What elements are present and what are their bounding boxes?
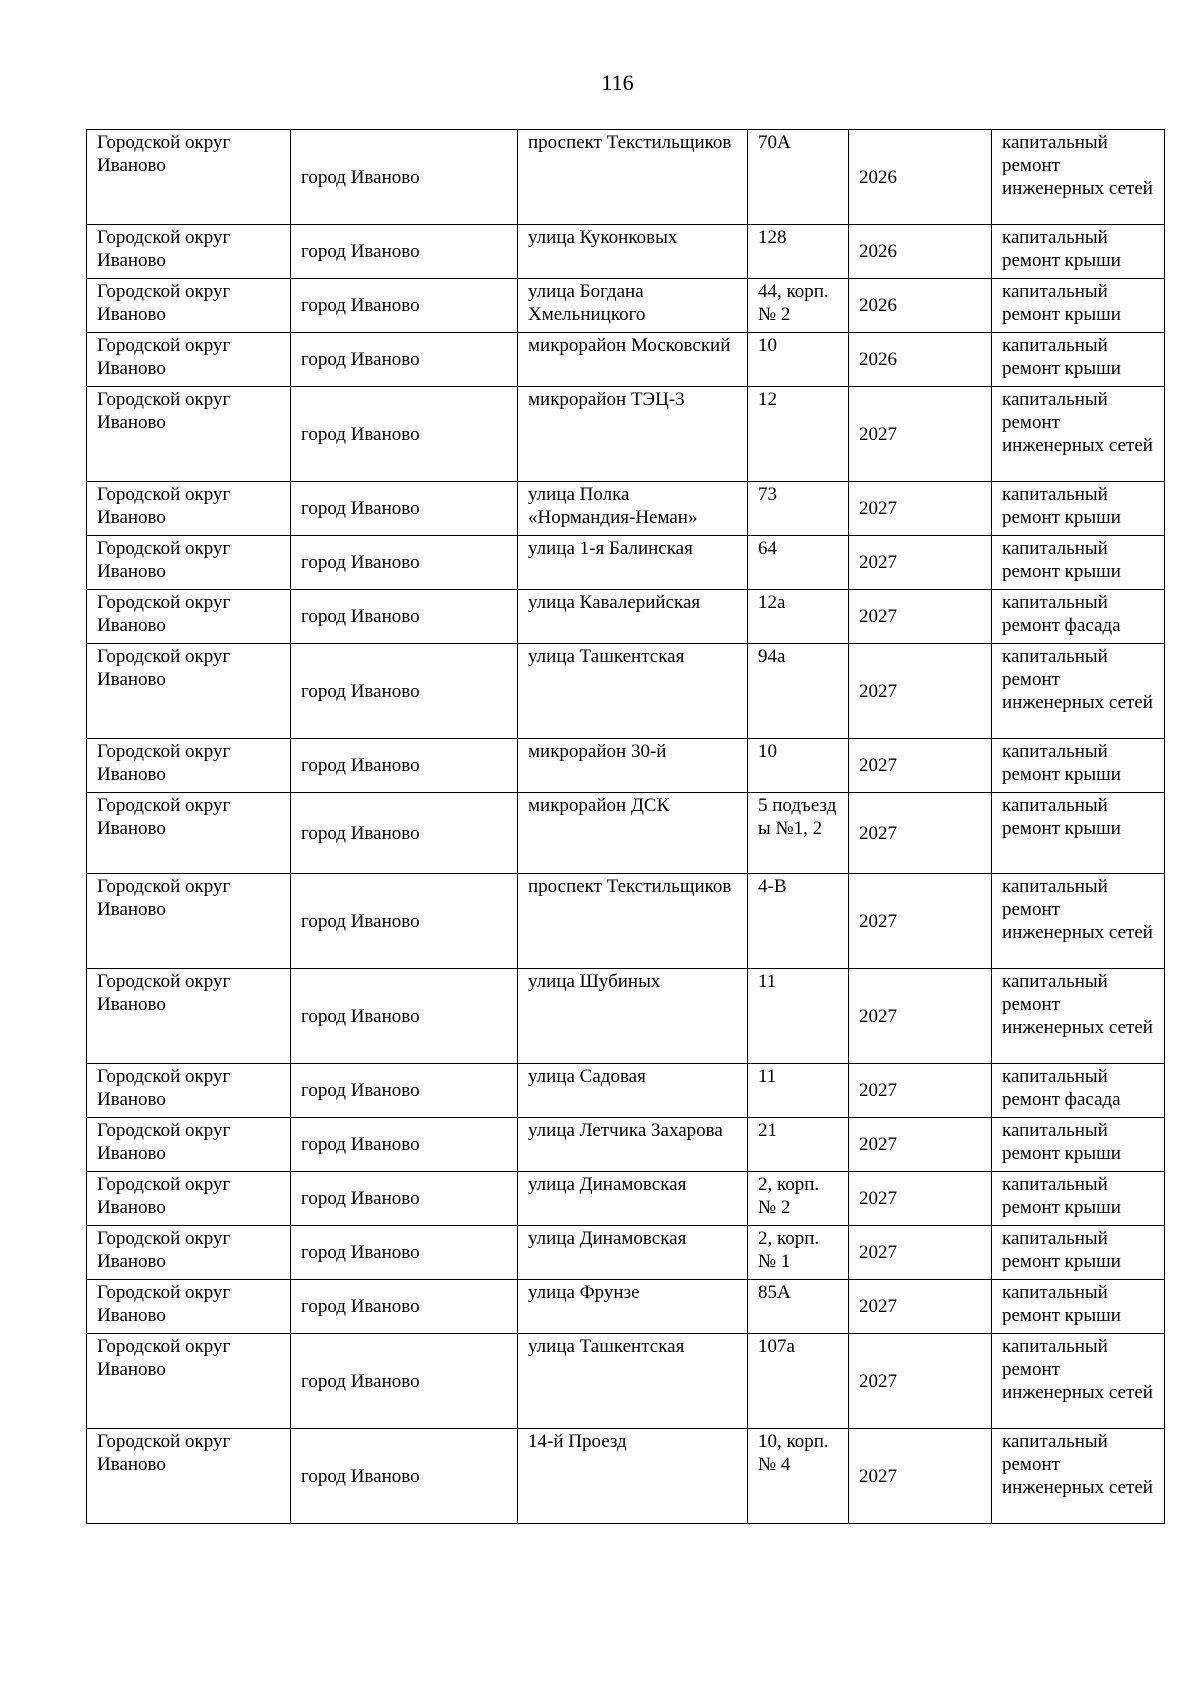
table-row: [87, 130, 1165, 225]
work-type-cell: капитальный ремонт крыши: [992, 1118, 1165, 1172]
work-type-cell: капитальный ремонт инженерных сетей: [992, 130, 1165, 225]
table-row: [87, 874, 1165, 969]
house-number-cell: 2, корп. № 1: [748, 1226, 849, 1280]
table-row: [87, 1064, 1165, 1118]
table-row: [87, 279, 1165, 333]
work-type-cell: капитальный ремонт крыши: [992, 333, 1165, 387]
year-cell: 2027: [849, 1172, 992, 1226]
city-cell: город Иваново: [291, 333, 518, 387]
page-number: 116: [601, 70, 634, 95]
year-cell: 2027: [849, 1280, 992, 1334]
work-type-cell: капитальный ремонт инженерных сетей: [992, 1429, 1165, 1524]
district-cell: Городской округ Иваново: [87, 482, 291, 536]
table-row: [87, 536, 1165, 590]
house-number-cell: 11: [748, 1064, 849, 1118]
table-row: [87, 644, 1165, 739]
house-number-cell: 85А: [748, 1280, 849, 1334]
year-cell: 2027: [849, 1429, 992, 1524]
street-cell: микрорайон Московский: [518, 333, 748, 387]
district-cell: Городской округ Иваново: [87, 333, 291, 387]
city-cell: город Иваново: [291, 739, 518, 793]
district-cell: Городской округ Иваново: [87, 644, 291, 739]
work-type-cell: капитальный ремонт крыши: [992, 482, 1165, 536]
year-cell: 2026: [849, 225, 992, 279]
work-type-cell: капитальный ремонт инженерных сетей: [992, 387, 1165, 482]
street-cell: улица Садовая: [518, 1064, 748, 1118]
house-number-cell: 2, корп. № 2: [748, 1172, 849, 1226]
year-cell: 2027: [849, 793, 992, 874]
district-cell: Городской округ Иваново: [87, 1429, 291, 1524]
table-row: [87, 739, 1165, 793]
city-cell: город Иваново: [291, 1226, 518, 1280]
year-cell: 2026: [849, 279, 992, 333]
district-cell: Городской округ Иваново: [87, 387, 291, 482]
city-cell: город Иваново: [291, 874, 518, 969]
table-row: [87, 1280, 1165, 1334]
street-cell: 14-й Проезд: [518, 1429, 748, 1524]
street-cell: улица Ташкентская: [518, 644, 748, 739]
district-cell: Городской округ Иваново: [87, 1064, 291, 1118]
table-row: [87, 333, 1165, 387]
city-cell: город Иваново: [291, 644, 518, 739]
city-cell: город Иваново: [291, 590, 518, 644]
house-number-cell: 73: [748, 482, 849, 536]
city-cell: город Иваново: [291, 1118, 518, 1172]
year-cell: 2027: [849, 1064, 992, 1118]
city-cell: город Иваново: [291, 387, 518, 482]
city-cell: город Иваново: [291, 279, 518, 333]
street-cell: микрорайон ТЭЦ-3: [518, 387, 748, 482]
house-number-cell: 21: [748, 1118, 849, 1172]
work-type-cell: капитальный ремонт инженерных сетей: [992, 969, 1165, 1064]
year-cell: 2027: [849, 1334, 992, 1429]
table-row: [87, 1334, 1165, 1429]
district-cell: Городской округ Иваново: [87, 739, 291, 793]
year-cell: 2027: [849, 590, 992, 644]
year-cell: 2027: [849, 482, 992, 536]
district-cell: Городской округ Иваново: [87, 536, 291, 590]
house-number-cell: 128: [748, 225, 849, 279]
district-cell: Городской округ Иваново: [87, 1172, 291, 1226]
table-row: [87, 482, 1165, 536]
table-row: [87, 225, 1165, 279]
city-cell: город Иваново: [291, 225, 518, 279]
work-type-cell: капитальный ремонт крыши: [992, 279, 1165, 333]
table-row: [87, 590, 1165, 644]
work-type-cell: капитальный ремонт крыши: [992, 793, 1165, 874]
work-type-cell: капитальный ремонт фасада: [992, 1064, 1165, 1118]
district-cell: Городской округ Иваново: [87, 590, 291, 644]
house-number-cell: 4-В: [748, 874, 849, 969]
house-number-cell: 5 подъезд ы №1, 2: [748, 793, 849, 874]
house-number-cell: 70А: [748, 130, 849, 225]
work-type-cell: капитальный ремонт крыши: [992, 1172, 1165, 1226]
street-cell: проспект Текстильщиков: [518, 874, 748, 969]
street-cell: улица Шубиных: [518, 969, 748, 1064]
district-cell: Городской округ Иваново: [87, 969, 291, 1064]
work-type-cell: капитальный ремонт крыши: [992, 1226, 1165, 1280]
house-number-cell: 94а: [748, 644, 849, 739]
house-number-cell: 12: [748, 387, 849, 482]
table-row: [87, 969, 1165, 1064]
street-cell: улица Летчика Захарова: [518, 1118, 748, 1172]
street-cell: улица Динамовская: [518, 1172, 748, 1226]
street-cell: улица 1-я Балинская: [518, 536, 748, 590]
year-cell: 2027: [849, 1226, 992, 1280]
year-cell: 2027: [849, 644, 992, 739]
work-type-cell: капитальный ремонт фасада: [992, 590, 1165, 644]
house-number-cell: 11: [748, 969, 849, 1064]
house-number-cell: 10, корп. № 4: [748, 1429, 849, 1524]
street-cell: проспект Текстильщиков: [518, 130, 748, 225]
house-number-cell: 64: [748, 536, 849, 590]
city-cell: город Иваново: [291, 1172, 518, 1226]
year-cell: 2026: [849, 333, 992, 387]
work-type-cell: капитальный ремонт инженерных сетей: [992, 874, 1165, 969]
work-type-cell: капитальный ремонт крыши: [992, 739, 1165, 793]
work-type-cell: капитальный ремонт крыши: [992, 1280, 1165, 1334]
work-type-cell: капитальный ремонт инженерных сетей: [992, 644, 1165, 739]
table-row: [87, 1172, 1165, 1226]
district-cell: Городской округ Иваново: [87, 793, 291, 874]
house-number-cell: 107а: [748, 1334, 849, 1429]
table-row: [87, 1118, 1165, 1172]
city-cell: город Иваново: [291, 1280, 518, 1334]
house-number-cell: 10: [748, 739, 849, 793]
city-cell: город Иваново: [291, 482, 518, 536]
city-cell: город Иваново: [291, 536, 518, 590]
year-cell: 2026: [849, 130, 992, 225]
year-cell: 2027: [849, 387, 992, 482]
house-number-cell: 12а: [748, 590, 849, 644]
street-cell: микрорайон 30-й: [518, 739, 748, 793]
table-row: [87, 1429, 1165, 1524]
capital-repair-table: [86, 129, 1165, 1524]
district-cell: Городской округ Иваново: [87, 1118, 291, 1172]
house-number-cell: 44, корп. № 2: [748, 279, 849, 333]
district-cell: Городской округ Иваново: [87, 1280, 291, 1334]
year-cell: 2027: [849, 1118, 992, 1172]
district-cell: Городской округ Иваново: [87, 1334, 291, 1429]
table-body: [87, 130, 1165, 1524]
city-cell: город Иваново: [291, 1429, 518, 1524]
district-cell: Городской округ Иваново: [87, 279, 291, 333]
table-row: [87, 1226, 1165, 1280]
street-cell: микрорайон ДСК: [518, 793, 748, 874]
work-type-cell: капитальный ремонт крыши: [992, 536, 1165, 590]
year-cell: 2027: [849, 739, 992, 793]
district-cell: Городской округ Иваново: [87, 1226, 291, 1280]
table-row: [87, 793, 1165, 874]
work-type-cell: капитальный ремонт крыши: [992, 225, 1165, 279]
work-type-cell: капитальный ремонт инженерных сетей: [992, 1334, 1165, 1429]
year-cell: 2027: [849, 874, 992, 969]
city-cell: город Иваново: [291, 1064, 518, 1118]
city-cell: город Иваново: [291, 1334, 518, 1429]
city-cell: город Иваново: [291, 130, 518, 225]
street-cell: улица Динамовская: [518, 1226, 748, 1280]
street-cell: улица Кавалерийская: [518, 590, 748, 644]
street-cell: улица Куконковых: [518, 225, 748, 279]
street-cell: улица Полка «Нормандия-Неман»: [518, 482, 748, 536]
year-cell: 2027: [849, 969, 992, 1064]
district-cell: Городской округ Иваново: [87, 874, 291, 969]
street-cell: улица Богдана Хмельницкого: [518, 279, 748, 333]
house-number-cell: 10: [748, 333, 849, 387]
city-cell: город Иваново: [291, 969, 518, 1064]
district-cell: Городской округ Иваново: [87, 225, 291, 279]
table-row: [87, 387, 1165, 482]
street-cell: улица Ташкентская: [518, 1334, 748, 1429]
street-cell: улица Фрунзе: [518, 1280, 748, 1334]
district-cell: Городской округ Иваново: [87, 130, 291, 225]
year-cell: 2027: [849, 536, 992, 590]
city-cell: город Иваново: [291, 793, 518, 874]
